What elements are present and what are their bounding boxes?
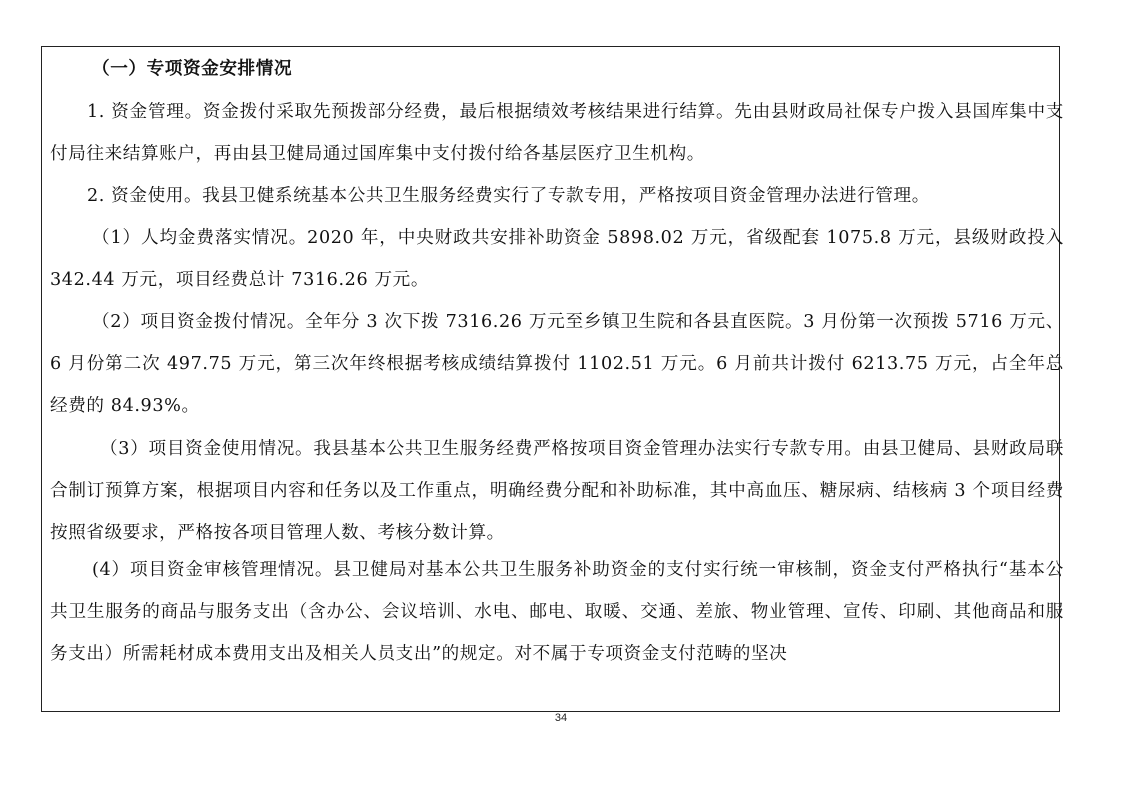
paragraph-per-capita-funding: （1）人均金费落实情况。2020 年，中央财政共安排补助资金 5898.02 万元，省级配套 1075.8 万元，县级财政投入 342.44 万元，项目经费总计 7316.26 万元。 [50,228,1064,290]
paragraph-fund-usage: 2. 资金使用。我县卫健系统基本公共卫生服务经费实行了专款专用，严格按项目资金管理办法进行管理。 [87,186,930,206]
page-number: 34 [554,712,568,724]
section-heading: （一）专项资金安排情况 [92,58,293,79]
paragraph-fund-audit: (4）项目资金审核管理情况。县卫健局对基本公共卫生服务补助资金的支付实行统一审核制，资金支付严格执行“基本公共卫生服务的商品与服务支出（含办公、会议培训、水电、邮电、取暖、交通、差旅、物业管理、宣传、印刷、其他商品和服务支出）所需耗材成本费用支出及相关人员支出”的规定。对不属于专项资金支付范畴的坚决 [50,560,1064,664]
paragraph-fund-disbursement: （2）项目资金拨付情况。全年分 3 次下拨 7316.26 万元至乡镇卫生院和各县直医院。3 月份第一次预拨 5716 万元、6 月份第二次 497.75 万元，第三次年终根据考核成绩结算拨付 1102.51 万元。6 月前共计拨付 6213.75 万元，占全年总经费的 84.93%。 [50,312,1064,416]
paragraph-fund-use: （3）项目资金使用情况。我县基本公共卫生服务经费严格按项目资金管理办法实行专款专用。由县卫健局、县财政局联合制订预算方案，根据项目内容和任务以及工作重点，明确经费分配和补助标准，其中高血压、糖尿病、结核病 3 个项目经费按照省级要求，严格按各项目管理人数、考核分数计算。 [50,439,1064,543]
paragraph-fund-management: 1. 资金管理。资金拨付采取先预拨部分经费，最后根据绩效考核结果进行结算。先由县财政局社保专户拨入县国库集中支付局往来结算账户，再由县卫健局通过国库集中支付拨付给各基层医疗卫生机构。 [50,102,1064,164]
